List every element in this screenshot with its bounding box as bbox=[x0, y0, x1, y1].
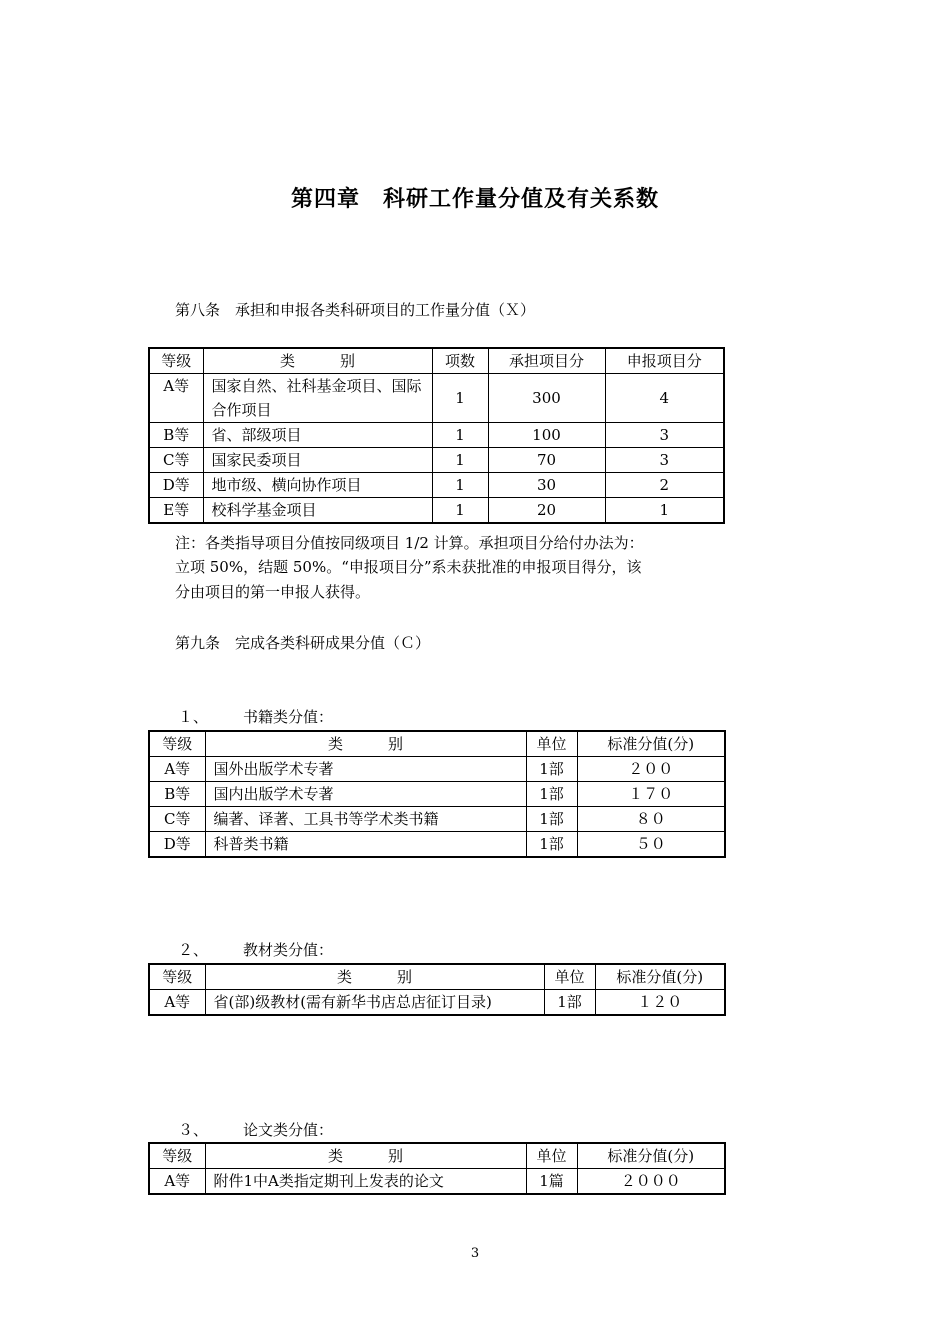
score-cell: １２０ bbox=[595, 990, 725, 1016]
unit-cell: 1部 bbox=[544, 990, 595, 1016]
apply-cell: 2 bbox=[605, 473, 724, 498]
table-header-row bbox=[149, 731, 725, 757]
category-cell: 校科学基金项目 bbox=[203, 498, 432, 524]
table-row bbox=[149, 782, 725, 807]
note-line-1: 注：各类指导项目分值按同级项目 1/2 计算。承担项目分给付办法为： bbox=[175, 534, 644, 552]
category-cell: 国外出版学术专著 bbox=[205, 757, 526, 782]
note-line-2: 立项 50%，结题 50%。“申报项目分”系未获批准的申报项目得分，该 bbox=[175, 558, 642, 576]
textbooks-score-table bbox=[148, 963, 726, 1016]
category-cell: 省、部级项目 bbox=[203, 423, 432, 448]
article-9-heading: 第九条 完成各类科研成果分值（Ｃ） bbox=[175, 634, 431, 652]
header-category: 类 别 bbox=[205, 731, 526, 757]
header-unit: 单位 bbox=[526, 1143, 577, 1169]
apply-cell: 1 bbox=[605, 498, 724, 524]
grade-cell: C等 bbox=[149, 448, 203, 473]
unit-cell: 1篇 bbox=[526, 1169, 577, 1195]
header-score: 标准分值(分) bbox=[595, 964, 725, 990]
table-row bbox=[149, 990, 725, 1016]
category-cell: 地市级、横向协作项目 bbox=[203, 473, 432, 498]
header-apply: 申报项目分 bbox=[605, 348, 724, 374]
header-unit: 单位 bbox=[544, 964, 595, 990]
score-cell: １７０ bbox=[577, 782, 725, 807]
category-cell: 国家自然、社科基金项目、国际合作项目 bbox=[203, 374, 432, 423]
header-category: 类 别 bbox=[203, 348, 432, 374]
books-score-table bbox=[148, 730, 726, 858]
header-unit: 单位 bbox=[526, 731, 577, 757]
unit-cell: 1部 bbox=[526, 807, 577, 832]
header-category: 类 别 bbox=[205, 964, 544, 990]
header-grade: 等级 bbox=[149, 348, 203, 374]
unit-cell: 1部 bbox=[526, 782, 577, 807]
table-header-row bbox=[149, 1143, 725, 1169]
grade-cell: A等 bbox=[149, 990, 205, 1016]
unit-cell: 1部 bbox=[526, 832, 577, 858]
category-cell: 科普类书籍 bbox=[205, 832, 526, 858]
grade-cell: A等 bbox=[149, 1169, 205, 1195]
table-row bbox=[149, 1169, 725, 1195]
grade-cell: D等 bbox=[149, 473, 203, 498]
undertake-cell: 300 bbox=[488, 374, 605, 423]
count-cell: 1 bbox=[432, 423, 488, 448]
table-row bbox=[149, 473, 724, 498]
note-line-3: 分由项目的第一申报人获得。 bbox=[175, 583, 371, 601]
table-row bbox=[149, 423, 724, 448]
header-grade: 等级 bbox=[149, 964, 205, 990]
page-number: 3 bbox=[470, 1246, 480, 1261]
papers-section-number: ３、 bbox=[178, 1121, 209, 1139]
grade-cell: E等 bbox=[149, 498, 203, 524]
table-row bbox=[149, 374, 724, 423]
table-row bbox=[149, 757, 725, 782]
grade-cell: C等 bbox=[149, 807, 205, 832]
grade-cell: B等 bbox=[149, 423, 203, 448]
table-header-row bbox=[149, 348, 724, 374]
score-cell: ８０ bbox=[577, 807, 725, 832]
score-cell: ２００ bbox=[577, 757, 725, 782]
table-row bbox=[149, 448, 724, 473]
grade-cell: A等 bbox=[149, 757, 205, 782]
article-8-heading: 第八条 承担和申报各类科研项目的工作量分值（Ｘ） bbox=[175, 301, 536, 319]
header-grade: 等级 bbox=[149, 1143, 205, 1169]
books-section-number: １、 bbox=[178, 708, 209, 726]
textbooks-section-number: ２、 bbox=[178, 941, 209, 959]
score-cell: ５０ bbox=[577, 832, 725, 858]
undertake-cell: 20 bbox=[488, 498, 605, 524]
chapter-title: 第四章 科研工作量分值及有关系数 bbox=[290, 187, 659, 212]
category-cell: 国内出版学术专著 bbox=[205, 782, 526, 807]
table-row bbox=[149, 832, 725, 858]
header-category: 类 别 bbox=[205, 1143, 526, 1169]
header-count: 项数 bbox=[432, 348, 488, 374]
apply-cell: 3 bbox=[605, 423, 724, 448]
category-cell: 编著、译著、工具书等学术类书籍 bbox=[205, 807, 526, 832]
count-cell: 1 bbox=[432, 473, 488, 498]
count-cell: 1 bbox=[432, 498, 488, 524]
table-row bbox=[149, 498, 724, 524]
header-grade: 等级 bbox=[149, 731, 205, 757]
project-score-table bbox=[148, 347, 725, 524]
score-cell: ２０００ bbox=[577, 1169, 725, 1195]
papers-section-title: 论文类分值： bbox=[243, 1121, 334, 1139]
undertake-cell: 100 bbox=[488, 423, 605, 448]
header-score: 标准分值(分) bbox=[577, 731, 725, 757]
grade-cell: A等 bbox=[149, 374, 203, 423]
category-cell: 省(部)级教材(需有新华书店总店征订目录) bbox=[205, 990, 544, 1016]
header-undertake: 承担项目分 bbox=[488, 348, 605, 374]
undertake-cell: 70 bbox=[488, 448, 605, 473]
table-header-row bbox=[149, 964, 725, 990]
unit-cell: 1部 bbox=[526, 757, 577, 782]
count-cell: 1 bbox=[432, 374, 488, 423]
undertake-cell: 30 bbox=[488, 473, 605, 498]
books-section-title: 书籍类分值： bbox=[243, 708, 334, 726]
apply-cell: 4 bbox=[605, 374, 724, 423]
count-cell: 1 bbox=[432, 448, 488, 473]
apply-cell: 3 bbox=[605, 448, 724, 473]
table-row bbox=[149, 807, 725, 832]
textbooks-section-title: 教材类分值： bbox=[243, 941, 334, 959]
header-score: 标准分值(分) bbox=[577, 1143, 725, 1169]
grade-cell: B等 bbox=[149, 782, 205, 807]
category-cell: 国家民委项目 bbox=[203, 448, 432, 473]
grade-cell: D等 bbox=[149, 832, 205, 858]
category-cell: 附件1中A类指定期刊上发表的论文 bbox=[205, 1169, 526, 1195]
papers-score-table bbox=[148, 1142, 726, 1195]
